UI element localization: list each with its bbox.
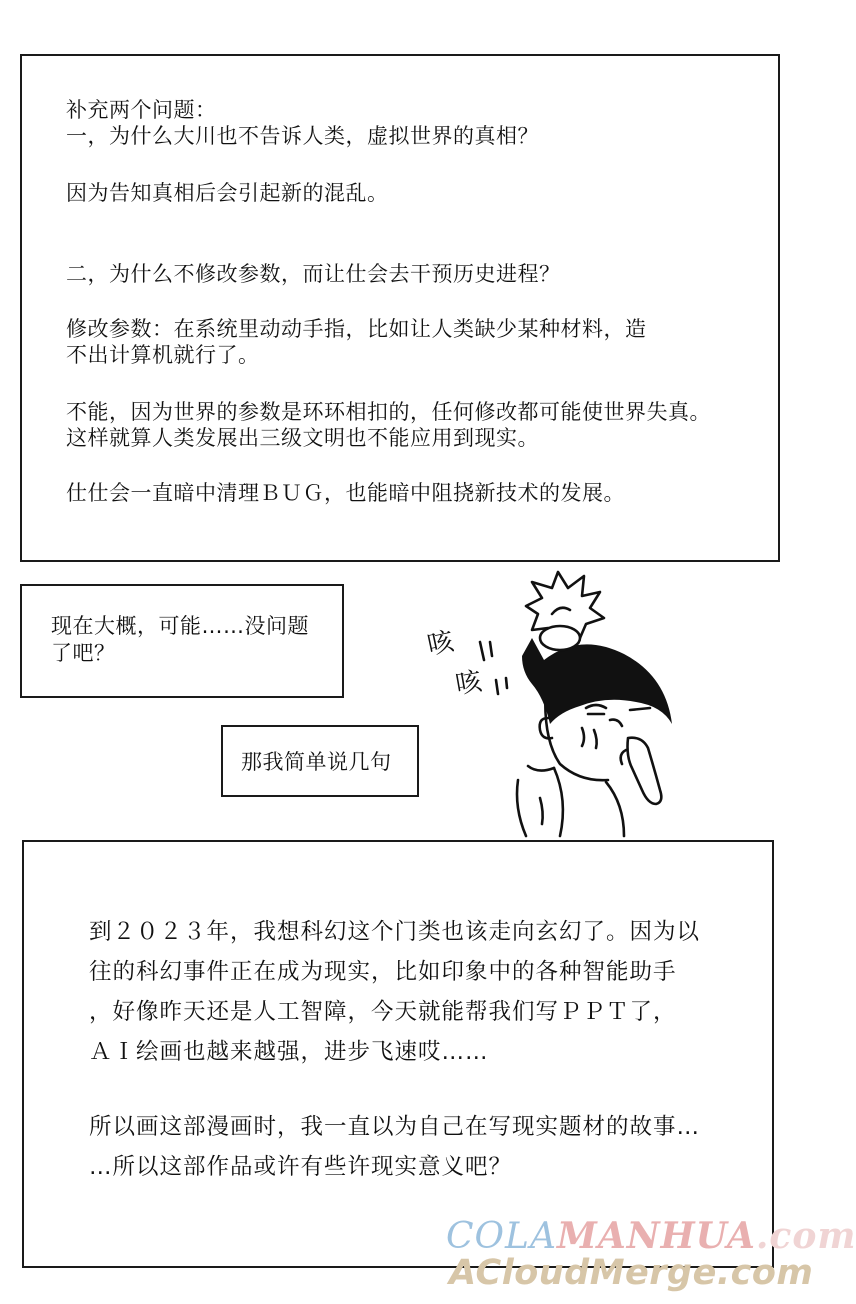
answer-one: 因为告知真相后会引起新的混乱。 [66,181,389,205]
watermark-part2: MANHUA [556,1215,756,1257]
speech-box-question [20,584,344,698]
cough-sfx-1: 咳 [424,626,457,662]
afterword-line1: 到２０２３年，我想科幻这个门类也该走向玄幻了。因为以 [89,919,701,945]
author-character-illustration [410,568,690,838]
afterword-line4: ＡＩ绘画也越来越强，进步飞速哎…… [89,1039,489,1065]
text-panel-notes [20,54,780,562]
speech-box-intro [221,725,419,797]
site-watermark-secondary: ACloudMerge.com [449,1253,814,1293]
afterword-line3: ，好像昨天还是人工智障，今天就能帮我们写ＰＰＴ了， [89,999,677,1025]
watermark-part1: COLA [446,1216,557,1257]
answer-two-line4: 这样就算人类发展出三级文明也不能应用到现实。 [66,426,539,450]
answer-two-line2: 不出计算机就行了。 [66,343,260,367]
afterword-line2: 往的科幻事件正在成为现实，比如印象中的各种智能助手 [89,959,677,985]
answer-two-line1: 修改参数：在系统里动动手指，比如让人类缺少某种材料，造 [66,317,647,341]
answer-two-line3: 不能，因为世界的参数是环环相扣的，任何修改都可能使世界失真。 [66,400,711,424]
question-one: 一，为什么大川也不告诉人类，虚拟世界的真相？ [66,124,539,148]
afterword-line6: …所以这部作品或许有些许现实意义吧？ [89,1154,513,1180]
speech-line1: 现在大概，可能……没问题 [51,614,309,638]
watermark-part3: .com [755,1215,856,1257]
notes-heading: 补充两个问题： [66,98,217,122]
cough-sfx-2: 咳 [453,666,485,701]
coughing-character-drawing [410,568,690,838]
afterword-line5: 所以画这部漫画时，我一直以为自己在写现实题材的故事… [89,1114,701,1140]
site-watermark [446,1215,856,1257]
text-panel-afterword [22,840,774,1268]
speech-intro-text: 那我简单说几句 [241,750,392,774]
answer-two-line5: 仕仕会一直暗中清理ＢＵＧ，也能暗中阻挠新技术的发展。 [66,481,625,505]
question-two: 二，为什么不修改参数，而让仕会去干预历史进程？ [66,262,561,286]
speech-line2: 了吧？ [51,641,116,665]
